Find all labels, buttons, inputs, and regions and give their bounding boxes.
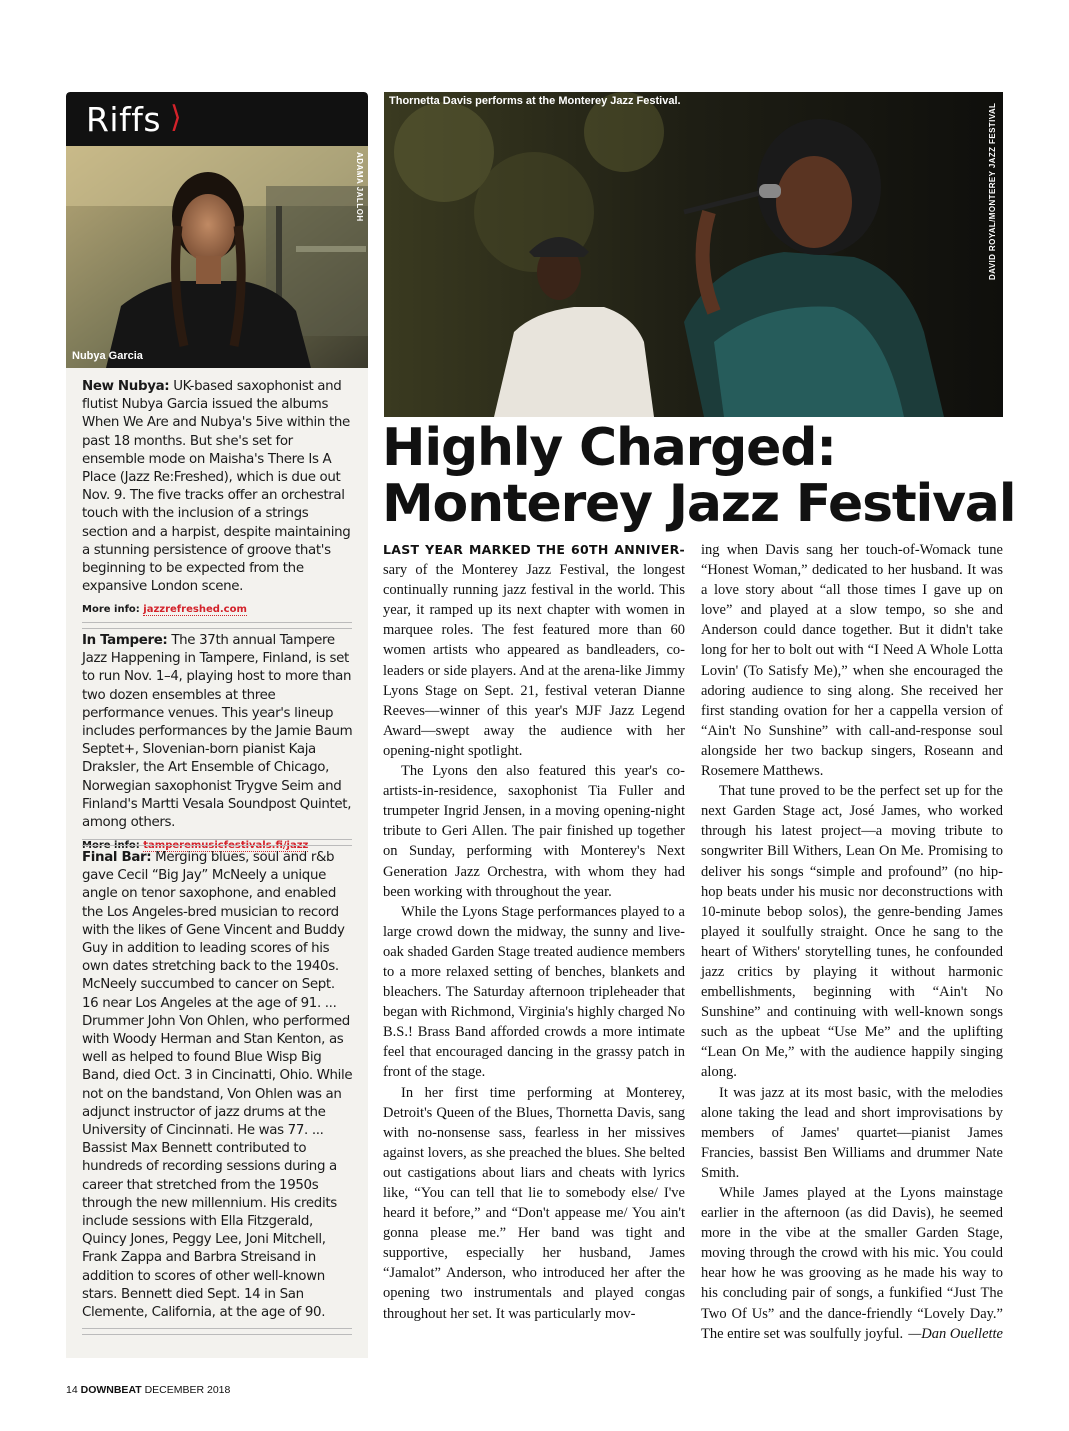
divider xyxy=(82,839,352,846)
nubya-garcia-photo xyxy=(66,146,368,368)
photo-credit: ADAMA JALLOH xyxy=(355,152,364,222)
thornetta-davis-photo xyxy=(384,92,1003,417)
item-text: The 37th annual Tampere Jazz Happening in Tampere, Finland, is set to run Nov. 1–4, playing host to more than two dozen ensembles at three performance venues. This year's lineup includes performances by the Jamie Baum Septet+, Slovenian-born pianist Kaja Draksler, the Art Ensemble of Chicago, Norwegian saxophonist Trygve Seim and Finland's Martti Vesala Soundpost Quintet, among others. xyxy=(82,633,353,831)
paragraph: The Lyons den also featured this year's co-artists-in-residence, saxophonist Tia Fuller and trumpeter Ingrid Jensen, in a moving opening-night tribute to Geri Allen. The pair finished up together on Sunday, performing with Monterey's Next Generation Jazz Orchestra, with whom they had been working with throughout the year. xyxy=(383,763,685,900)
item-head: New Nubya: xyxy=(82,379,170,394)
sidebar-item-new-nubya xyxy=(82,378,354,620)
photo-caption: Nubya Garcia xyxy=(72,350,143,362)
page-folio xyxy=(66,1384,230,1396)
paragraph: While James played at the Lyons mainstage earlier in the afternoon (as did Davis), he seemed more in the vibe at the smaller Garden Stage, moving through the crowd with his mic. You could hear how he was grooving as he made his way to his concluding pair of songs, a funkified “Just The Two Of Us” and the dance-friendly “Lovely Day.” The entire set was soulfully joyful. xyxy=(701,1185,1003,1342)
more-info xyxy=(82,601,354,619)
item-head: In Tampere: xyxy=(82,633,168,648)
headline-line-2: Monterey Jazz Festival xyxy=(382,474,1016,534)
riffs-title: Riffs xyxy=(86,100,162,139)
divider xyxy=(82,622,352,629)
paragraph: While the Lyons Stage performances played to a large crowd down the midway, the sunny and live-oak shaded Garden Stage treated audience members to a more relaxed setting of benches, blankets and bleachers. The Saturday afternoon tripleheader that began with Richmond, Virginia's highly charged No B.S.! Brass Band afforded crowds a more intimate feel that encouraged dancing in the grassy patch in front of the stage. xyxy=(383,903,685,1081)
paragraph: In her first time performing at Monterey, Detroit's Queen of the Blues, Thornetta Davis, sang with no-nonsense sass, fearless in her missives against lovers, as she preached the blues. She belted out castigations about liars and cheats with lyrics like, “You can tell that lie to somebody else/ I've heard it before,” and “Don't appease me/ You ain't gonna please me.” Her band was tight and supportive, especially her husband, James “Jamalot” Anderson, who introduced her after the opening two instrumentals and played congas throughout her set. It was particularly mov- xyxy=(383,1084,685,1322)
more-info-link[interactable]: tamperemusicfestivals.fi/jazz xyxy=(143,840,309,852)
article-headline xyxy=(382,420,1022,532)
issue-date: DECEMBER 2018 xyxy=(144,1384,231,1396)
paragraph: It was jazz at its most basic, with the melodies alone taking the lead and short improvisations by members of James' quartet—pianist James Francies, bassist Ben Williams and drummer Nate Smith. xyxy=(701,1084,1003,1181)
photo-caption: Thornetta Davis performs at the Monterey Jazz Festival. xyxy=(389,95,681,107)
photo-credit: DAVID ROYAL/MONTEREY JAZZ FESTIVAL xyxy=(988,102,997,280)
riffs-sidebar xyxy=(66,92,368,1358)
article-column-1 xyxy=(383,540,685,1324)
divider xyxy=(82,1328,352,1335)
paragraph: LAST YEAR MARKED THE 60TH ANNIVER- sary of the Monterey Jazz Festival, the longest continually running jazz festival in the world. This year, it ramped up its next chapter with women in marquee roles. The fest featured more than 60 women artists who appeared as bandleaders, co-leaders or side players. And at the arena-like Jimmy Lyons Stage on Sept. 21, festival veteran Dianne Reeves—winner of this year's MJF Jazz Legend Award—swept away the audience with her opening-night spotlight. xyxy=(383,542,685,759)
sidebar-item-in-tampere xyxy=(82,632,354,855)
page-number: 14 xyxy=(66,1384,78,1396)
headline-line-1: Highly Charged: xyxy=(382,418,836,478)
item-head: Final Bar: xyxy=(82,850,152,865)
sidebar-item-final-bar xyxy=(82,849,354,1322)
more-info-label: More info: xyxy=(82,604,140,616)
item-text: Merging blues, soul and r&b gave Cecil “Big Jay” McNeely a unique angle on tenor saxophone, and enabled the Los Angeles-bred musician to record with the likes of Gene Vincent and Buddy Guy in addition to leading scores of his own dates stretching back to the 1940s. McNeely succumbed to cancer on Sept. 16 near Los Angeles at the age of 91. ... Drummer John Von Ohlen, who performed with Woody Herman and Stan Kenton, as well as helped to found Blue Wisp Big Band, died Oct. 3 in Cincinatti, Ohio. While not on the bandstand, Von Ohlen was an adjunct instructor of jazz drums at the University of Cincinnati. He was 77. ... Bassist Max Bennett contributed to hundreds of recording sessions during a career that stretched from the 1950s through the new millennium. His credits include sessions with Ella Fitzgerald, Quincy Jones, Peggy Lee, Joni Mitchell, Frank Zappa and Barbra Streisand in addition to scores of other well-known stars. Bennett died Sept. 14 in San Clemente, California, at the age of 90. xyxy=(82,850,353,1321)
article-column-2 xyxy=(701,540,1003,1344)
paragraph: That tune proved to be the perfect set up for the next Garden Stage act, José James, who worked through his latest project—a moving tribute to songwriter Bill Withers, Lean On Me. Promising to deliver his songs “simple and profound” (no hip-hop beats under his music nor deconstructions with 10-minute bebop solos), the genre-bending James played it soulfully straight. Once he sang to the heart of Withers' storytelling tunes, he confounded jazz critics by playing it without harmonic embellishments, beginning with “Ain't No Sunshine” and continuing with well-known songs such as the upbeat “Use Me” and the uplifting “Lean On Me,” with the audience happily singing along. xyxy=(701,783,1003,1081)
more-info-link[interactable]: jazzrefreshed.com xyxy=(143,604,247,616)
byline: —Dan Ouellette xyxy=(908,1325,1003,1342)
riffs-header xyxy=(66,92,368,146)
item-text: UK-based saxophonist and flutist Nubya Garcia issued the albums When We Are and Nubya's 5ive within the past 18 months. But she's set for ensemble mode on Maisha's There Is A Place (Jazz Re:Freshed), which is due out Nov. 9. The five tracks offer an orchestral touch with the inclusion of a strings section and a harpist, despite maintaining a stunning persistence of groove that's beginning to be expected from the expansive London scene. xyxy=(82,379,351,595)
chevron-right-icon: ⟩ xyxy=(170,100,182,135)
magazine-name: DOWNBEAT xyxy=(80,1384,142,1396)
paragraph: ing when Davis sang her touch-of-Womack tune “Honest Woman,” dedicated to her husband. It was a love story about “all those times I gave up on love” and played at a slow tempo, so she and Anderson could dance together. But it didn't take long for her to bolt out with “I Need A Whole Lotta Lovin' (To Satisfy Me),” when she encouraged the adoring audience to sing along. She received her first standing ovation for her a cappella version of “Ain't No Sunshine” with call-and-response soul alongside her two backup singers, Roseann and Rosemere Matthews. xyxy=(701,542,1003,780)
more-info-label: More info: xyxy=(82,840,140,852)
lead-in: LAST YEAR MARKED THE 60TH ANNIVER- xyxy=(383,542,685,557)
